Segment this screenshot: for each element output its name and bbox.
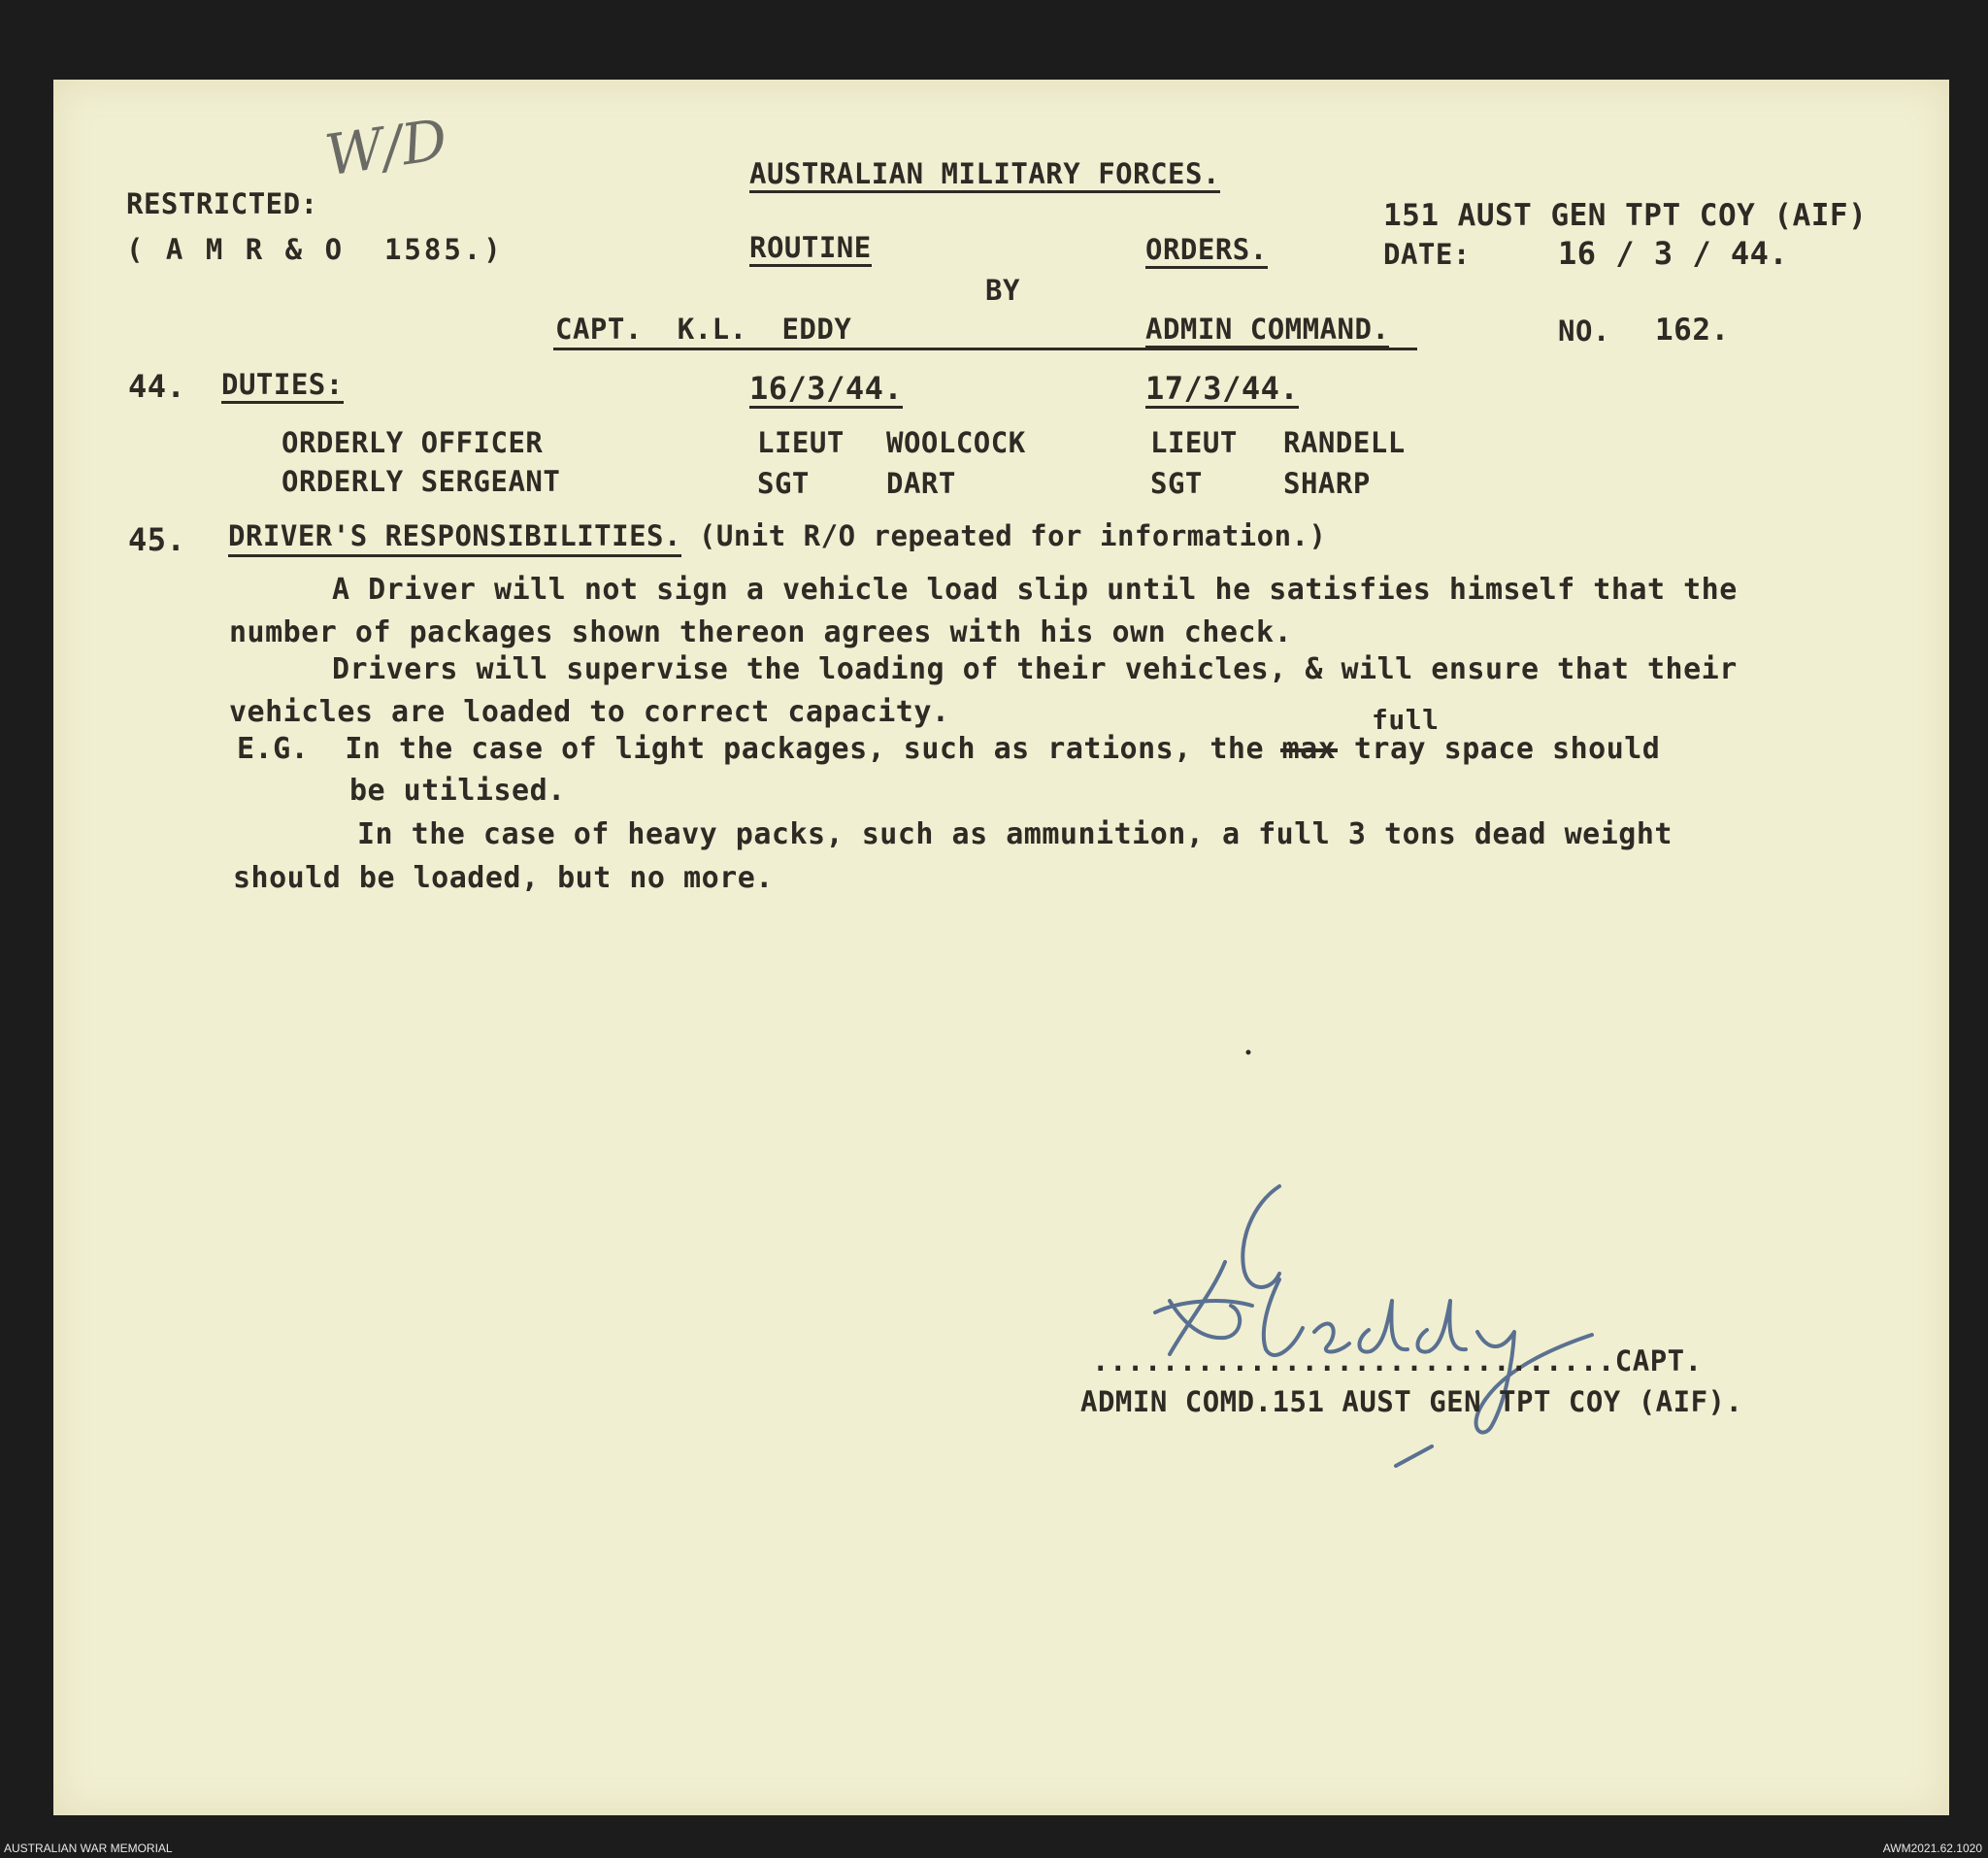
duties-heading: DUTIES: [221,371,344,404]
duty-rank-1-day1: LIEUT [757,426,845,459]
section-44-number: 44. [128,368,186,405]
paragraph-3-line-1: In the case of heavy packs, such as ammunition, a full 3 tons dead weight [357,817,1673,851]
example-line-2: be utilised. [349,774,566,808]
paragraph-1-line-2: number of packages shown thereon agrees with his own check. [229,615,1293,649]
struck-word: max [1281,732,1337,766]
document-title: AUSTRALIAN MILITARY FORCES. [749,160,1220,193]
responsibilities-note: (Unit R/O repeated for information.) [680,519,1327,552]
signature-command-line: ADMIN COMD.151 AUST GEN TPT COY (AIF). [1080,1385,1743,1418]
duty-rank-2-day1: SGT [757,467,810,500]
duty-name-2-day1: DART [886,467,956,500]
order-number-value: 162. [1655,313,1730,348]
unit-name: 151 AUST GEN TPT COY (AIF) [1383,198,1868,233]
duty-name-2-day2: SHARP [1283,467,1371,500]
duty-role-1: ORDERLY OFFICER [282,426,544,459]
routine-label: ROUTINE [749,234,872,267]
example-label: E.G. [237,732,310,766]
example-text-before: In the case of light packages, such as rations, the [345,732,1282,766]
handwritten-insert-full: full [1372,704,1440,736]
handwritten-annotation: W/D [320,106,451,189]
duty-name-1-day2: RANDELL [1283,426,1406,459]
duty-rank-1-day2: LIEUT [1150,426,1238,459]
date-label: DATE: [1383,238,1471,271]
reference-number: ( A M R & O 1585.) [126,233,504,266]
command-label: ADMIN COMMAND. [1145,315,1389,348]
classification-label: RESTRICTED: [126,187,318,220]
duty-name-1-day1: WOOLCOCK [886,426,1026,459]
issuer-name: CAPT. K.L. EDDY [555,313,852,346]
footer-archive-name: AUSTRALIAN WAR MEMORIAL [4,1841,173,1855]
duties-date-2: 17/3/44. [1145,370,1300,407]
order-number-label: NO. [1558,315,1610,348]
orders-label: ORDERS. [1145,236,1268,269]
paragraph-2-line-2: vehicles are loaded to correct capacity. [229,695,950,729]
footer-accession-number: AWM2021.62.1020 [1882,1841,1982,1855]
paragraph-2-line-1: Drivers will supervise the loading of their vehicles, & will ensure that their [332,652,1738,686]
duties-date-1: 16/3/44. [749,370,904,407]
date-value: 16 / 3 / 44. [1558,235,1789,272]
section-45-number: 45. [128,521,186,558]
paragraph-1-line-1: A Driver will not sign a vehicle load slip until he satisfies himself that the [332,573,1738,607]
duty-rank-2-day2: SGT [1150,467,1203,500]
signature-dots-line: ..............................CAPT. [1092,1344,1703,1377]
paragraph-3-line-2: should be loaded, but no more. [233,861,774,895]
by-label: BY [985,274,1020,307]
duty-role-2: ORDERLY SERGEANT [282,465,561,498]
responsibilities-heading: DRIVER'S RESPONSIBILITIES. [228,519,681,557]
example-text-after: tray space should [1336,732,1661,766]
